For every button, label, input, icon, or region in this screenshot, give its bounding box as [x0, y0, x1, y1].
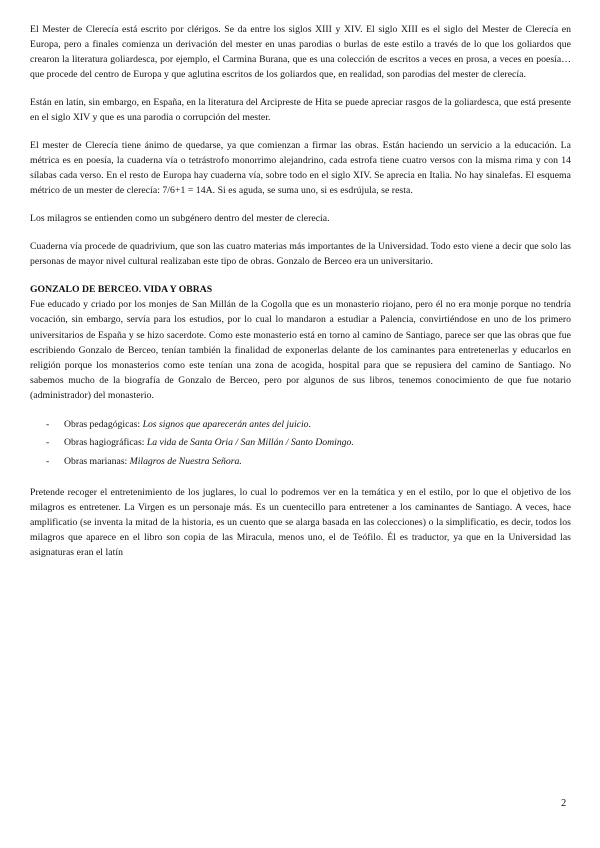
paragraph-milagros-subgenero: Los milagros se entienden como un subgénero dentro del mester de clerecía. [30, 213, 330, 225]
work-category: Obras hagiográficas: [64, 437, 147, 449]
list-bullet: - [46, 455, 50, 467]
list-item [46, 416, 571, 434]
paragraph-latin-arcipreste: Están en latín, sin embargo, en España, en la literatura del Arcipreste de Hita se puede apreciar rasgos de la goliardesca, que está presente en el siglo XIV y que es una parodia o corrupción del mester. [30, 97, 571, 124]
paragraph-milagros-objetivo: Pretende recoger el entretenimiento de los juglares, lo cual lo podremos ver en la temática y en el estilo, por lo que el objetivo de los milagros es entretener. La Virgen es un personaje más. Es un cuentecillo para entretener a los caminantes de Santiago. A veces, hace amplificatio (se inventa la mitad de la historia, es un cuento que se alarga basada en las colecciones) o la simplificatio, es decir, todos los milagros que aparece en el libro son copia de las Miracula, menos uno, el de Teófilo. Él es traductor, ya que en la Universidad las asignaturas eran el latín [30, 486, 571, 559]
work-category: Obras pedagógicas: [64, 418, 143, 430]
list-bullet: - [46, 418, 50, 430]
paragraph-cuaderna-via: Cuaderna vía procede de quadrivium, que son las cuatro materias más importantes de la Universidad. Todo esto viene a decir que solo las personas de mayor nivel cultural realizaban este tipo de obras. Gonzalo de Berceo era un universitario. [30, 241, 571, 268]
section-heading: GONZALO DE BERCEO. VIDA Y OBRAS [30, 284, 213, 296]
page-number: 2 [561, 798, 567, 809]
work-title: La vida de Santa Oria / San Millán / Santo Domingo. [146, 437, 354, 449]
work-title: Milagros de Nuestra Señora. [129, 455, 242, 467]
paragraph-metrica: El mester de Clerecía tiene ánimo de quedarse, ya que comienzan a firmar las obras. Están haciendo un servicio a la educación. La métrica es en poesía, la cuaderna vía o tetrástrofo monorrimo alejandrino, cada estrofa tiene cuatro versos con la misma rima y con 14 sílabas cada verso. En el resto de Europa hay cuaderna vía, sobre todo en el siglo XIV. Se aprecia en Italia. No hay sinalefas. El esquema métrico de un mester de clerecía: 7/6+1 = 14A. Si es aguda, se suma uno, si es esdrújula, se resta. [30, 140, 571, 197]
work-category: Obras marianas: [64, 455, 130, 467]
document-page [30, 22, 571, 573]
work-title: Los signos que aparecerán antes del juicio [142, 418, 309, 430]
work-suffix: . [308, 418, 311, 430]
works-list [30, 416, 571, 471]
paragraph-berceo-biografia: Fue educado y criado por los monjes de San Millán de la Cogolla que es un monasterio riojano, pero él no era monje porque no tendría vocación, sin embargo, servía para los estudios, por lo cual lo mandaron a estudiar a Palencia, convirtiéndose en uno de los primero universitarios de España y se hizo sacerdote. Como este monasterio está en torno al camino de Santiago, parece ser que las obras que fue escribiendo Gonzalo de Berceo, tenían también la finalidad de exponerlas delante de los caminantes para entretenerlas y educarlos en religión porque los monasterios como este tenían una zona de acogida, hospital para que se repusiera del camino de Santiago. No sabemos mucho de la biografía de Gonzalo de Berceo, pero por algunos de sus libros, tenemos conocimiento de que fue notario (administrador) del monasterio. [30, 299, 571, 401]
list-item [46, 453, 571, 471]
list-bullet: - [46, 437, 50, 449]
paragraph-mester-clerecia: El Mester de Clerecía está escrito por clérigos. Se da entre los siglos XIII y XIV. El siglo XIII es el siglo del Mester de Clerecía en Europa, pero a finales comienza un derivación del mester en unas parodias o burlas de este estilo a través de lo que los goliardos que crearon la literatura goliardesca, por ejemplo, el Carmina Burana, que es una colección de escritos a veces en prosa, a veces en poesía… que procede del centro de Europa y que aglutina escritos de los goliardos que, en realidad, son parodias del mester de clerecía. [30, 24, 571, 81]
list-item [46, 434, 571, 452]
